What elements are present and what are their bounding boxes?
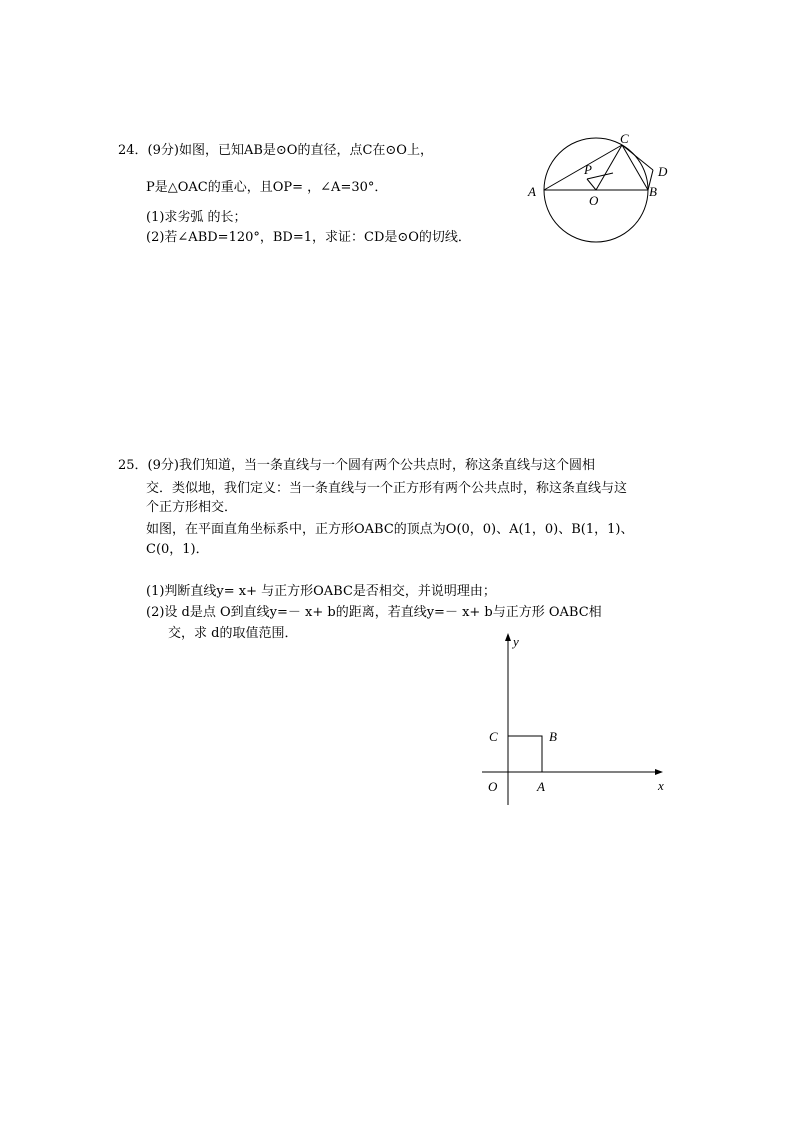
q25-coordinate-figure <box>476 630 676 810</box>
label-c: C <box>620 131 629 146</box>
q25-part-2b: 交，求 d的取值范围． <box>168 626 298 641</box>
x-axis-arrow <box>655 769 663 775</box>
label-o: O <box>589 193 599 208</box>
q25-line-5: C(0，1)． <box>146 542 209 557</box>
label-c: C <box>489 729 498 744</box>
label-o: O <box>488 779 498 794</box>
label-x: x <box>658 778 664 793</box>
q25-line-4: 如图，在平面直角坐标系中，正方形OABC的顶点为O(0，0)、A(1，0)、B(1，1)、 <box>146 522 634 537</box>
label-y: y <box>513 634 519 649</box>
segment-cb <box>622 145 648 190</box>
q25-line-2: 交．类似地，我们定义：当一条直线与一个正方形有两个公共点时，称这条直线与这 <box>146 481 628 496</box>
y-axis-arrow <box>505 633 511 641</box>
label-d: D <box>658 164 668 179</box>
square-oabc <box>508 736 542 772</box>
segment-po <box>587 179 596 190</box>
label-a: A <box>528 184 536 199</box>
q25-part-1: (1)判断直线y= x+ 与正方形OABC是否相交，并说明理由； <box>146 584 496 599</box>
q25-line-3: 个正方形相交． <box>146 500 238 515</box>
q25-part-2a: (2)设 d是点 O到直线y=－ x+ b的距离，若直线y=－ x+ b与正方形 OABC相 <box>146 605 602 620</box>
segment-oc <box>596 145 622 190</box>
q24-line-1: 24．(9分)如图，已知AB是⊙O的直径，点C在⊙O上， <box>118 143 433 158</box>
label-a: A <box>537 779 545 794</box>
label-b: B <box>649 184 657 199</box>
segment-cd <box>622 145 653 170</box>
label-b: B <box>549 729 557 744</box>
q24-part-1: (1)求劣弧 的长； <box>146 210 247 225</box>
chord-ac <box>544 145 622 190</box>
q25-line-1: 25．(9分)我们知道，当一条直线与一个圆有两个公共点时，称这条直线与这个圆相 <box>118 458 595 473</box>
q24-circle-figure <box>520 128 680 248</box>
q24-line-2: P是△OAC的重心，且OP= ，∠A=30°． <box>146 180 388 195</box>
q24-part-2: (2)若∠ABD=120°，BD=1，求证：CD是⊙O的切线． <box>146 230 471 245</box>
label-p: P <box>584 162 592 177</box>
